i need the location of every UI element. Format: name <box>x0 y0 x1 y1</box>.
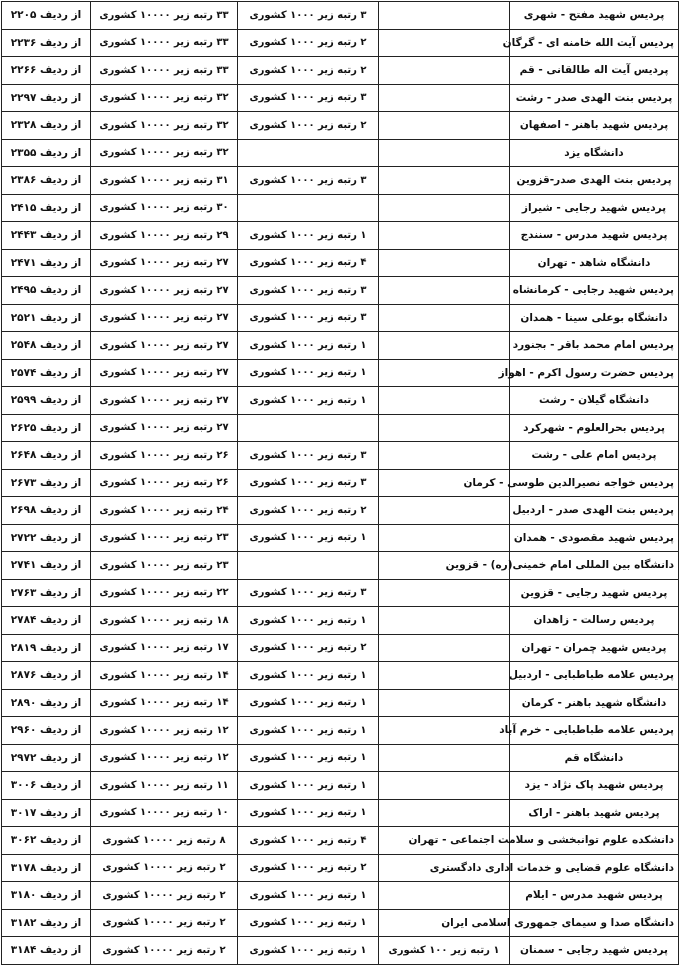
university-name-cell: پردیس شهید مفتح - شهری <box>510 2 679 30</box>
table-row <box>2 84 679 112</box>
rank-under-100-cell <box>379 772 510 800</box>
rank-under-1000-cell <box>238 552 379 580</box>
rank-under-1000-cell <box>238 139 379 167</box>
rank-under-10000-cell: ۱۲ رتبه زیر ۱۰۰۰۰ کشوری <box>91 744 238 772</box>
rank-under-1000-cell: ۱ رتبه زیر ۱۰۰۰ کشوری <box>238 744 379 772</box>
rank-under-100-cell <box>379 414 510 442</box>
from-row-cell: از ردیف ۲۳۲۸ <box>2 112 91 140</box>
university-name-cell: پردیس آیت اله طالقانی - قم <box>510 57 679 85</box>
from-row-cell: از ردیف ۲۷۴۱ <box>2 552 91 580</box>
rank-under-10000-cell: ۲۹ رتبه زیر ۱۰۰۰۰ کشوری <box>91 222 238 250</box>
rank-under-10000-cell: ۲۳ رتبه زیر ۱۰۰۰۰ کشوری <box>91 524 238 552</box>
rank-under-10000-cell: ۳۳ رتبه زیر ۱۰۰۰۰ کشوری <box>91 57 238 85</box>
rank-under-10000-cell: ۸ رتبه زیر ۱۰۰۰۰ کشوری <box>91 827 238 855</box>
university-name-cell: پردیس علامه طباطبایی - اردبیل <box>510 662 679 690</box>
rank-under-100-cell <box>379 607 510 635</box>
university-name-cell: پردیس امام علی - رشت <box>510 442 679 470</box>
rank-under-1000-cell: ۱ رتبه زیر ۱۰۰۰ کشوری <box>238 387 379 415</box>
rank-under-1000-cell: ۱ رتبه زیر ۱۰۰۰ کشوری <box>238 717 379 745</box>
university-name-cell: پردیس شهید رجایی - سمنان <box>510 937 679 965</box>
rank-under-10000-cell: ۲۶ رتبه زیر ۱۰۰۰۰ کشوری <box>91 469 238 497</box>
table-row <box>2 29 679 57</box>
table-row <box>2 222 679 250</box>
from-row-cell: از ردیف ۲۵۴۸ <box>2 332 91 360</box>
from-row-cell: از ردیف ۲۳۵۵ <box>2 139 91 167</box>
from-row-cell: از ردیف ۲۴۹۵ <box>2 277 91 305</box>
rank-under-100-cell: ۱ رتبه زیر ۱۰۰ کشوری <box>379 937 510 965</box>
rank-under-100-cell <box>379 359 510 387</box>
table-row <box>2 717 679 745</box>
university-name-cell: پردیس بحرالعلوم - شهرکرد <box>510 414 679 442</box>
from-row-cell: از ردیف ۲۴۱۵ <box>2 194 91 222</box>
rank-under-1000-cell: ۲ رتبه زیر ۱۰۰۰ کشوری <box>238 29 379 57</box>
table-row <box>2 937 679 965</box>
rank-under-10000-cell: ۲۷ رتبه زیر ۱۰۰۰۰ کشوری <box>91 249 238 277</box>
rank-under-1000-cell: ۳ رتبه زیر ۱۰۰۰ کشوری <box>238 2 379 30</box>
university-name-cell: پردیس آیت الله خامنه ای - گرگان <box>510 29 679 57</box>
rank-under-1000-cell: ۱ رتبه زیر ۱۰۰۰ کشوری <box>238 524 379 552</box>
rank-under-10000-cell: ۱۰ رتبه زیر ۱۰۰۰۰ کشوری <box>91 799 238 827</box>
rank-under-1000-cell: ۱ رتبه زیر ۱۰۰۰ کشوری <box>238 799 379 827</box>
table-row <box>2 882 679 910</box>
table-row <box>2 662 679 690</box>
from-row-cell: از ردیف ۲۳۸۶ <box>2 167 91 195</box>
rank-under-100-cell <box>379 194 510 222</box>
rank-under-1000-cell: ۲ رتبه زیر ۱۰۰۰ کشوری <box>238 57 379 85</box>
table-row <box>2 909 679 937</box>
from-row-cell: از ردیف ۳۰۱۷ <box>2 799 91 827</box>
university-name-cell: پردیس شهید باهنر - اصفهان <box>510 112 679 140</box>
rank-under-100-cell <box>379 332 510 360</box>
rank-under-10000-cell: ۲ رتبه زیر ۱۰۰۰۰ کشوری <box>91 854 238 882</box>
university-name-cell: پردیس شهید پاک نژاد - یزد <box>510 772 679 800</box>
rank-under-1000-cell: ۱ رتبه زیر ۱۰۰۰ کشوری <box>238 662 379 690</box>
university-name-cell: پردیس علامه طباطبایی - خرم آباد <box>510 717 679 745</box>
university-name-cell: پردیس شهید چمران - تهران <box>510 634 679 662</box>
from-row-cell: از ردیف ۳۱۸۴ <box>2 937 91 965</box>
from-row-cell: از ردیف ۲۶۲۵ <box>2 414 91 442</box>
rank-under-10000-cell: ۱۴ رتبه زیر ۱۰۰۰۰ کشوری <box>91 662 238 690</box>
rank-under-1000-cell: ۲ رتبه زیر ۱۰۰۰ کشوری <box>238 497 379 525</box>
rank-under-100-cell <box>379 882 510 910</box>
rank-under-100-cell <box>379 689 510 717</box>
university-name-cell: پردیس خواجه نصیرالدین طوسی - کرمان <box>510 469 679 497</box>
university-ranking-table <box>1 1 679 965</box>
rank-under-1000-cell: ۱ رتبه زیر ۱۰۰۰ کشوری <box>238 359 379 387</box>
table-row <box>2 277 679 305</box>
rank-under-10000-cell: ۲۷ رتبه زیر ۱۰۰۰۰ کشوری <box>91 277 238 305</box>
rank-under-1000-cell: ۱ رتبه زیر ۱۰۰۰ کشوری <box>238 607 379 635</box>
table-row <box>2 634 679 662</box>
rank-under-100-cell <box>379 442 510 470</box>
rank-under-100-cell <box>379 744 510 772</box>
table-row <box>2 689 679 717</box>
from-row-cell: از ردیف ۲۲۹۷ <box>2 84 91 112</box>
table-row <box>2 112 679 140</box>
rank-under-10000-cell: ۳۲ رتبه زیر ۱۰۰۰۰ کشوری <box>91 139 238 167</box>
from-row-cell: از ردیف ۲۲۶۶ <box>2 57 91 85</box>
table-row <box>2 827 679 855</box>
rank-under-100-cell <box>379 497 510 525</box>
university-name-cell: پردیس شهید مقصودی - همدان <box>510 524 679 552</box>
table-row <box>2 579 679 607</box>
rank-under-10000-cell: ۲۷ رتبه زیر ۱۰۰۰۰ کشوری <box>91 332 238 360</box>
university-name-cell: پردیس شهید مدرس - ایلام <box>510 882 679 910</box>
rank-under-100-cell <box>379 799 510 827</box>
university-name-cell: پردیس حضرت رسول اکرم - اهواز <box>510 359 679 387</box>
table-body <box>2 2 679 965</box>
table-row <box>2 2 679 30</box>
table-row <box>2 139 679 167</box>
rank-under-100-cell <box>379 662 510 690</box>
university-name-cell: پردیس امام محمد باقر - بجنورد <box>510 332 679 360</box>
rank-under-10000-cell: ۳۲ رتبه زیر ۱۰۰۰۰ کشوری <box>91 84 238 112</box>
from-row-cell: از ردیف ۲۹۶۰ <box>2 717 91 745</box>
table-row <box>2 772 679 800</box>
university-name-cell: دانشگاه شاهد - تهران <box>510 249 679 277</box>
rank-under-1000-cell <box>238 414 379 442</box>
university-name-cell: پردیس شهید رجایی - شیراز <box>510 194 679 222</box>
table-row <box>2 497 679 525</box>
rank-under-10000-cell: ۳۳ رتبه زیر ۱۰۰۰۰ کشوری <box>91 29 238 57</box>
rank-under-1000-cell: ۳ رتبه زیر ۱۰۰۰ کشوری <box>238 442 379 470</box>
rank-under-10000-cell: ۱۷ رتبه زیر ۱۰۰۰۰ کشوری <box>91 634 238 662</box>
rank-under-100-cell <box>379 139 510 167</box>
rank-under-1000-cell: ۳ رتبه زیر ۱۰۰۰ کشوری <box>238 304 379 332</box>
rank-under-1000-cell: ۲ رتبه زیر ۱۰۰۰ کشوری <box>238 634 379 662</box>
from-row-cell: از ردیف ۲۵۲۱ <box>2 304 91 332</box>
rank-under-10000-cell: ۲۷ رتبه زیر ۱۰۰۰۰ کشوری <box>91 359 238 387</box>
from-row-cell: از ردیف ۲۹۷۲ <box>2 744 91 772</box>
rank-under-100-cell <box>379 84 510 112</box>
university-name-cell: دانشگاه قم <box>510 744 679 772</box>
university-name-cell: پردیس رسالت - زاهدان <box>510 607 679 635</box>
table-row <box>2 249 679 277</box>
rank-under-10000-cell: ۱۲ رتبه زیر ۱۰۰۰۰ کشوری <box>91 717 238 745</box>
from-row-cell: از ردیف ۲۲۳۶ <box>2 29 91 57</box>
rank-under-10000-cell: ۲۷ رتبه زیر ۱۰۰۰۰ کشوری <box>91 414 238 442</box>
rank-under-1000-cell <box>238 194 379 222</box>
rank-under-10000-cell: ۲۷ رتبه زیر ۱۰۰۰۰ کشوری <box>91 387 238 415</box>
rank-under-10000-cell: ۳۲ رتبه زیر ۱۰۰۰۰ کشوری <box>91 112 238 140</box>
university-name-cell: دانشگاه یزد <box>510 139 679 167</box>
from-row-cell: از ردیف ۲۷۲۲ <box>2 524 91 552</box>
rank-under-10000-cell: ۳۱ رتبه زیر ۱۰۰۰۰ کشوری <box>91 167 238 195</box>
rank-under-10000-cell: ۲۷ رتبه زیر ۱۰۰۰۰ کشوری <box>91 304 238 332</box>
rank-under-1000-cell: ۱ رتبه زیر ۱۰۰۰ کشوری <box>238 332 379 360</box>
rank-under-100-cell <box>379 2 510 30</box>
rank-under-1000-cell: ۳ رتبه زیر ۱۰۰۰ کشوری <box>238 469 379 497</box>
rank-under-1000-cell: ۱ رتبه زیر ۱۰۰۰ کشوری <box>238 222 379 250</box>
rank-under-10000-cell: ۱۱ رتبه زیر ۱۰۰۰۰ کشوری <box>91 772 238 800</box>
rank-under-10000-cell: ۳۳ رتبه زیر ۱۰۰۰۰ کشوری <box>91 2 238 30</box>
table-row <box>2 552 679 580</box>
rank-under-100-cell <box>379 304 510 332</box>
rank-under-10000-cell: ۲۲ رتبه زیر ۱۰۰۰۰ کشوری <box>91 579 238 607</box>
rank-under-100-cell <box>379 29 510 57</box>
rank-under-10000-cell: ۲ رتبه زیر ۱۰۰۰۰ کشوری <box>91 937 238 965</box>
university-name-cell: دانشگاه بین المللی امام خمینی(ره) - قزوین <box>510 552 679 580</box>
table-row <box>2 167 679 195</box>
rank-under-100-cell <box>379 634 510 662</box>
rank-under-1000-cell: ۳ رتبه زیر ۱۰۰۰ کشوری <box>238 579 379 607</box>
rank-under-1000-cell: ۲ رتبه زیر ۱۰۰۰ کشوری <box>238 112 379 140</box>
rank-under-1000-cell: ۱ رتبه زیر ۱۰۰۰ کشوری <box>238 772 379 800</box>
university-name-cell: پردیس بنت الهدی صدر-قزوین <box>510 167 679 195</box>
rank-under-1000-cell: ۴ رتبه زیر ۱۰۰۰ کشوری <box>238 249 379 277</box>
from-row-cell: از ردیف ۲۵۷۴ <box>2 359 91 387</box>
rank-under-10000-cell: ۱۴ رتبه زیر ۱۰۰۰۰ کشوری <box>91 689 238 717</box>
university-name-cell: دانشگاه شهید باهنر - کرمان <box>510 689 679 717</box>
rank-under-100-cell <box>379 387 510 415</box>
university-name-cell: پردیس شهید باهنر - اراک <box>510 799 679 827</box>
from-row-cell: از ردیف ۲۶۷۳ <box>2 469 91 497</box>
rank-under-1000-cell: ۳ رتبه زیر ۱۰۰۰ کشوری <box>238 84 379 112</box>
rank-under-1000-cell: ۱ رتبه زیر ۱۰۰۰ کشوری <box>238 909 379 937</box>
table-row <box>2 332 679 360</box>
table-row <box>2 194 679 222</box>
table-row <box>2 524 679 552</box>
rank-under-10000-cell: ۱۸ رتبه زیر ۱۰۰۰۰ کشوری <box>91 607 238 635</box>
rank-under-10000-cell: ۲۴ رتبه زیر ۱۰۰۰۰ کشوری <box>91 497 238 525</box>
rank-under-100-cell <box>379 524 510 552</box>
table-row <box>2 304 679 332</box>
rank-under-10000-cell: ۲ رتبه زیر ۱۰۰۰۰ کشوری <box>91 882 238 910</box>
rank-under-1000-cell: ۲ رتبه زیر ۱۰۰۰ کشوری <box>238 854 379 882</box>
rank-under-10000-cell: ۳۰ رتبه زیر ۱۰۰۰۰ کشوری <box>91 194 238 222</box>
rank-under-10000-cell: ۲۳ رتبه زیر ۱۰۰۰۰ کشوری <box>91 552 238 580</box>
from-row-cell: از ردیف ۳۰۶۲ <box>2 827 91 855</box>
from-row-cell: از ردیف ۲۷۸۴ <box>2 607 91 635</box>
rank-under-100-cell <box>379 579 510 607</box>
from-row-cell: از ردیف ۲۵۹۹ <box>2 387 91 415</box>
from-row-cell: از ردیف ۲۸۹۰ <box>2 689 91 717</box>
table-row <box>2 744 679 772</box>
from-row-cell: از ردیف ۲۸۷۶ <box>2 662 91 690</box>
table-row <box>2 57 679 85</box>
from-row-cell: از ردیف ۲۷۶۳ <box>2 579 91 607</box>
from-row-cell: از ردیف ۲۲۰۵ <box>2 2 91 30</box>
university-name-cell: دانشکده علوم توانبخشی و سلامت اجتماعی - تهران <box>510 827 679 855</box>
table-row <box>2 607 679 635</box>
university-name-cell: دانشگاه صدا و سیمای جمهوری اسلامی ایران <box>510 909 679 937</box>
rank-under-100-cell <box>379 277 510 305</box>
rank-under-1000-cell: ۱ رتبه زیر ۱۰۰۰ کشوری <box>238 689 379 717</box>
university-name-cell: دانشگاه علوم قضایی و خدمات اداری دادگستری <box>510 854 679 882</box>
rank-under-10000-cell: ۲۶ رتبه زیر ۱۰۰۰۰ کشوری <box>91 442 238 470</box>
university-name-cell: پردیس شهید رجایی - قزوین <box>510 579 679 607</box>
rank-under-1000-cell: ۳ رتبه زیر ۱۰۰۰ کشوری <box>238 277 379 305</box>
from-row-cell: از ردیف ۳۱۸۰ <box>2 882 91 910</box>
rank-under-1000-cell: ۱ رتبه زیر ۱۰۰۰ کشوری <box>238 882 379 910</box>
table-row <box>2 359 679 387</box>
table-row <box>2 442 679 470</box>
table-row <box>2 469 679 497</box>
from-row-cell: از ردیف ۲۸۱۹ <box>2 634 91 662</box>
rank-under-1000-cell: ۳ رتبه زیر ۱۰۰۰ کشوری <box>238 167 379 195</box>
rank-under-1000-cell: ۱ رتبه زیر ۱۰۰۰ کشوری <box>238 937 379 965</box>
from-row-cell: از ردیف ۲۴۷۱ <box>2 249 91 277</box>
table-row <box>2 414 679 442</box>
rank-under-100-cell <box>379 167 510 195</box>
rank-under-1000-cell: ۴ رتبه زیر ۱۰۰۰ کشوری <box>238 827 379 855</box>
rank-under-100-cell <box>379 222 510 250</box>
university-name-cell: پردیس شهید مدرس - سنندج <box>510 222 679 250</box>
from-row-cell: از ردیف ۲۶۹۸ <box>2 497 91 525</box>
rank-under-100-cell <box>379 249 510 277</box>
table-row <box>2 799 679 827</box>
rank-under-100-cell <box>379 112 510 140</box>
table-row <box>2 387 679 415</box>
university-name-cell: پردیس بنت الهدی صدر - رشت <box>510 84 679 112</box>
university-name-cell: دانشگاه گیلان - رشت <box>510 387 679 415</box>
from-row-cell: از ردیف ۳۰۰۶ <box>2 772 91 800</box>
university-name-cell: دانشگاه بوعلی سینا - همدان <box>510 304 679 332</box>
university-name-cell: پردیس بنت الهدی صدر - اردبیل <box>510 497 679 525</box>
from-row-cell: از ردیف ۲۶۴۸ <box>2 442 91 470</box>
table-row <box>2 854 679 882</box>
from-row-cell: از ردیف ۳۱۷۸ <box>2 854 91 882</box>
from-row-cell: از ردیف ۳۱۸۲ <box>2 909 91 937</box>
university-name-cell: پردیس شهید رجایی - کرمانشاه <box>510 277 679 305</box>
rank-under-10000-cell: ۲ رتبه زیر ۱۰۰۰۰ کشوری <box>91 909 238 937</box>
rank-under-100-cell <box>379 57 510 85</box>
from-row-cell: از ردیف ۲۴۴۳ <box>2 222 91 250</box>
rank-under-100-cell <box>379 717 510 745</box>
